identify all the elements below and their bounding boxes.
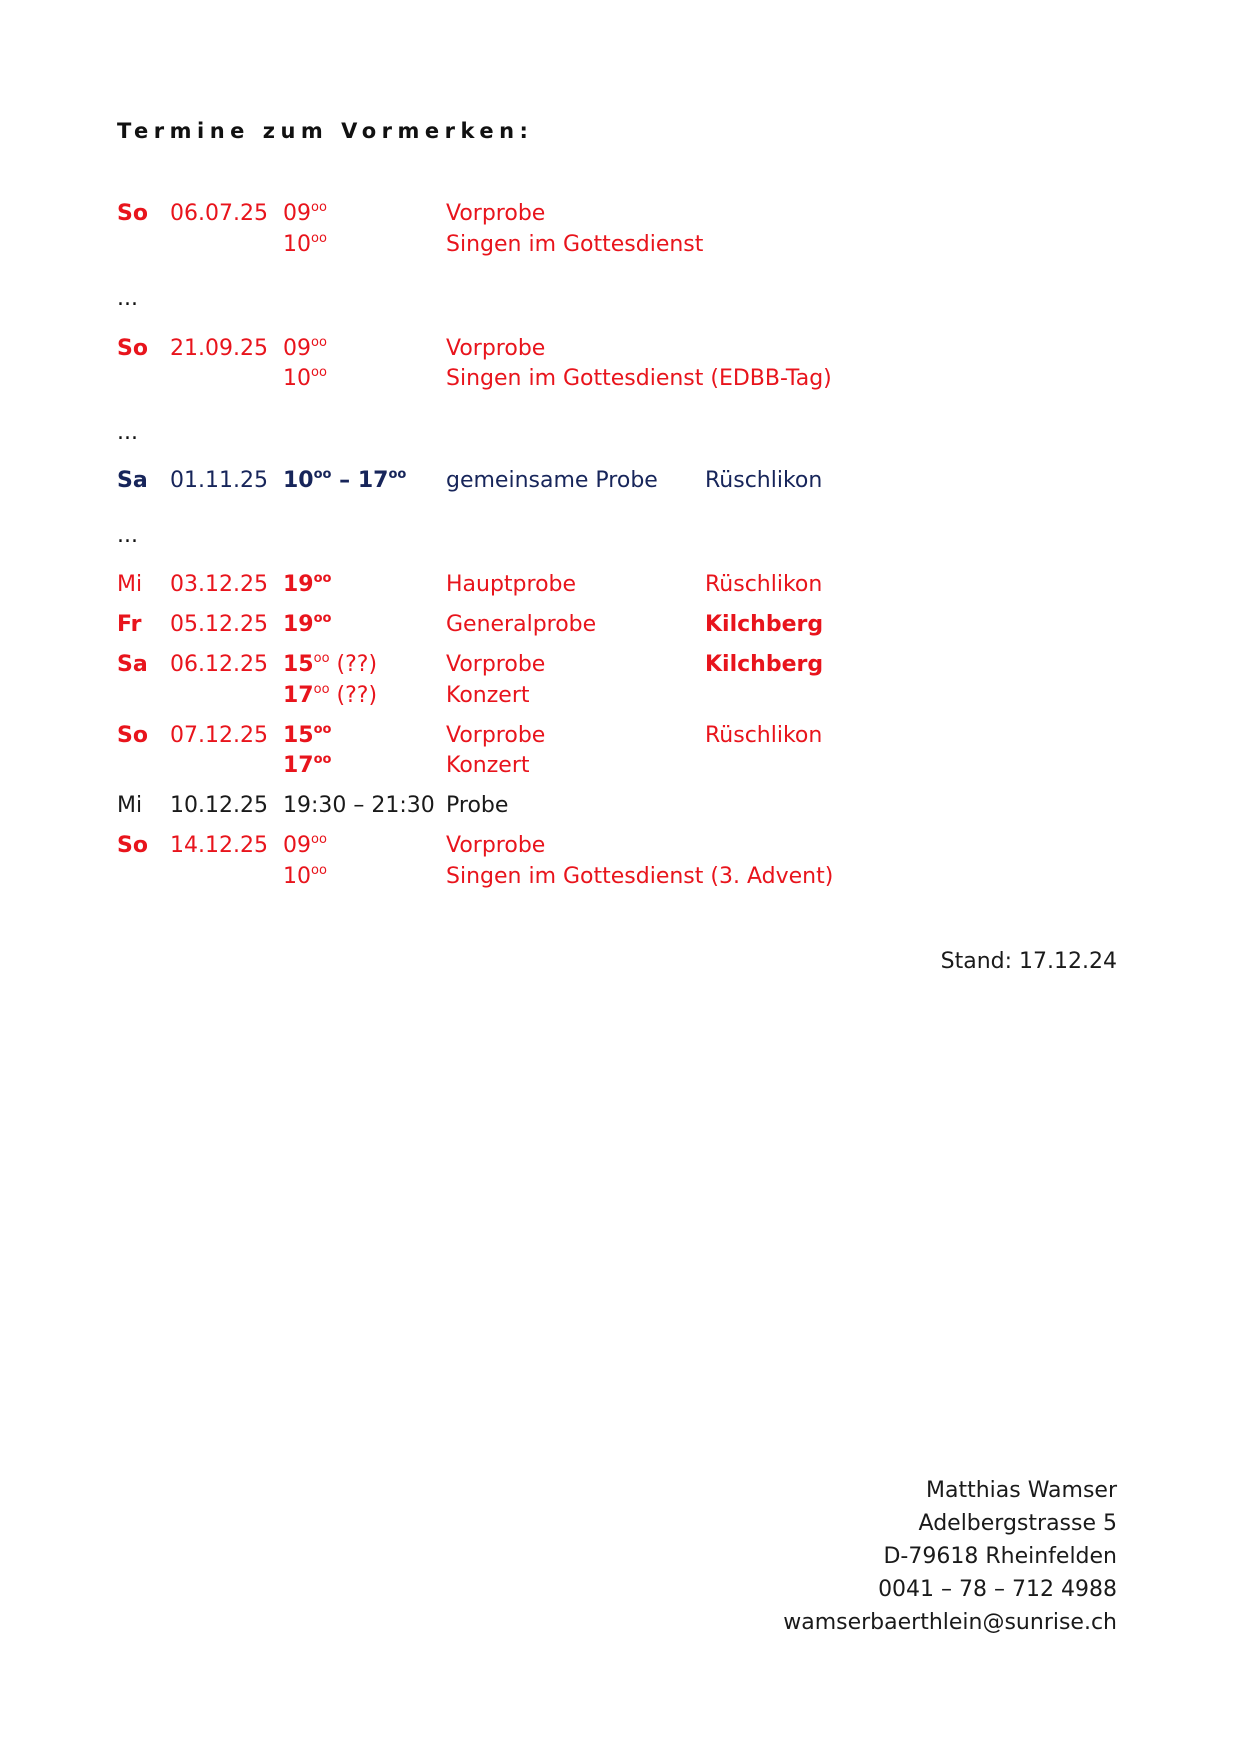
event-time: $19^{oo}$	[283, 571, 332, 597]
ellipsis: ...	[117, 420, 138, 445]
event-date: 14.12.25	[170, 833, 268, 858]
event-description: gemeinsame Probe	[446, 468, 658, 493]
event-day: Sa	[117, 468, 148, 493]
event-location: Rüschlikon	[705, 572, 823, 597]
event-time: $09^{oo}$	[283, 832, 327, 858]
event-date: 03.12.25	[170, 572, 268, 597]
event-date: 21.09.25	[170, 336, 268, 361]
event-date: 07.12.25	[170, 723, 268, 748]
event-description: Vorprobe	[446, 201, 546, 226]
event-day: Fr	[117, 612, 142, 637]
event-location: Rüschlikon	[705, 468, 823, 493]
event-day: Mi	[117, 793, 143, 818]
event-day: So	[117, 723, 148, 748]
event-description: Probe	[446, 793, 509, 818]
event-date: 06.12.25	[170, 652, 268, 677]
event-date: 01.11.25	[170, 468, 268, 493]
event-day: Mi	[117, 572, 143, 597]
contact-name: Matthias Wamser	[925, 1478, 1117, 1503]
contact-street: Adelbergstrasse 5	[918, 1511, 1117, 1536]
event-time: $17^{oo}$ (??)	[283, 682, 378, 708]
event-description: Vorprobe	[446, 833, 546, 858]
event-location: Kilchberg	[705, 612, 824, 637]
event-description: Vorprobe	[446, 652, 546, 677]
event-time: $09^{oo}$	[283, 200, 327, 226]
event-description: Singen im Gottesdienst	[446, 232, 704, 257]
event-time: $15^{oo}$	[283, 722, 332, 748]
event-day: So	[117, 201, 148, 226]
ellipsis: ...	[117, 523, 138, 548]
event-date: 06.07.25	[170, 201, 268, 226]
event-description: Vorprobe	[446, 336, 546, 361]
page-heading: Termine zum Vormerken:	[117, 119, 534, 143]
event-location: Rüschlikon	[705, 723, 823, 748]
event-time: $19^{oo}$	[283, 611, 332, 637]
contact-address	[783, 1474, 1117, 1639]
contact-city: D-79618 Rheinfelden	[883, 1544, 1117, 1569]
contact-email[interactable]: wamserbaerthlein@sunrise.ch	[783, 1610, 1117, 1635]
event-description: Konzert	[446, 683, 530, 708]
event-description: Singen im Gottesdienst (EDBB-Tag)	[446, 366, 832, 391]
event-time: $10^{oo}$	[283, 863, 327, 889]
event-time: $10^{oo} - 17^{oo}$	[283, 467, 407, 493]
event-location: Kilchberg	[705, 652, 824, 677]
event-date: 05.12.25	[170, 612, 268, 637]
event-description: Generalprobe	[446, 612, 597, 637]
event-day: Sa	[117, 652, 148, 677]
event-day: So	[117, 336, 148, 361]
event-time: $15^{oo}$ (??)	[283, 651, 378, 677]
event-time: 19:30 – 21:30	[283, 793, 435, 818]
event-date: 10.12.25	[170, 793, 268, 818]
event-description: Hauptprobe	[446, 572, 577, 597]
event-time: $09^{oo}$	[283, 335, 327, 361]
event-description: Vorprobe	[446, 723, 546, 748]
ellipsis: ...	[117, 286, 138, 311]
status-date: Stand: 17.12.24	[940, 949, 1117, 974]
event-time: $10^{oo}$	[283, 365, 327, 391]
contact-phone: 0041 – 78 – 712 4988	[878, 1577, 1117, 1602]
event-description: Singen im Gottesdienst (3. Advent)	[446, 864, 834, 889]
event-time: $10^{oo}$	[283, 231, 327, 257]
event-day: So	[117, 833, 148, 858]
event-description: Konzert	[446, 753, 530, 778]
event-time: $17^{oo}$	[283, 752, 332, 778]
